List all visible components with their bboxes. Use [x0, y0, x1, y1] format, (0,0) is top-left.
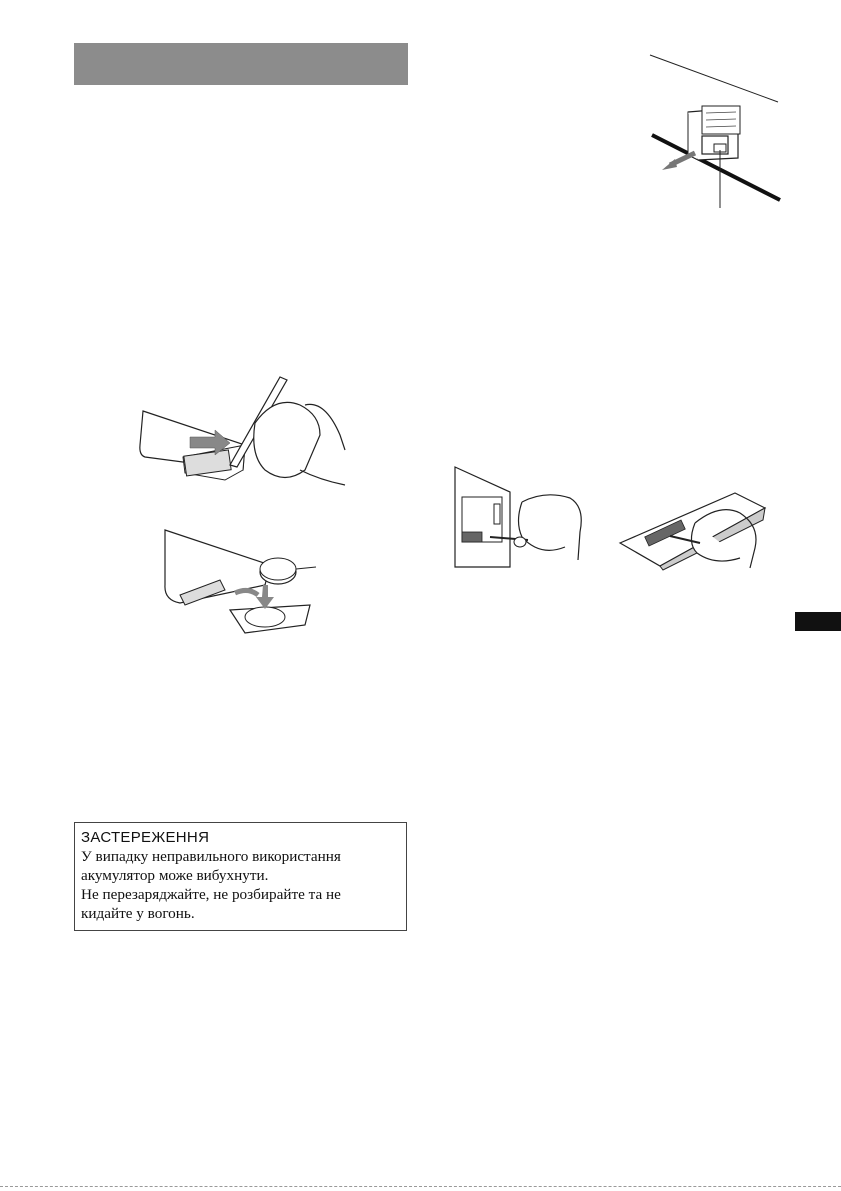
caution-line-4: кидайте у вогонь.: [81, 905, 195, 922]
remote-battery-replace-illustration: [160, 525, 320, 640]
caution-box: [74, 822, 407, 931]
front-panel-connector-cleaning-illustration: [615, 488, 775, 573]
remote-battery-tray-open-illustration: [135, 375, 350, 495]
caution-line-3: Не перезаряджайте, не розбирайте та не: [81, 886, 341, 903]
fuse-removal-illustration: [640, 50, 790, 215]
page-bottom-rule: [0, 1186, 841, 1187]
caution-line-2: акумулятор може вибухнути.: [81, 867, 269, 884]
unit-connector-cleaning-illustration: [450, 462, 590, 572]
caution-heading: ЗАСТЕРЕЖЕННЯ: [81, 829, 210, 846]
side-tab-marker: [795, 612, 841, 631]
caution-line-1: У випадку неправильного використання: [81, 848, 341, 865]
section-header-bar: [74, 43, 408, 85]
